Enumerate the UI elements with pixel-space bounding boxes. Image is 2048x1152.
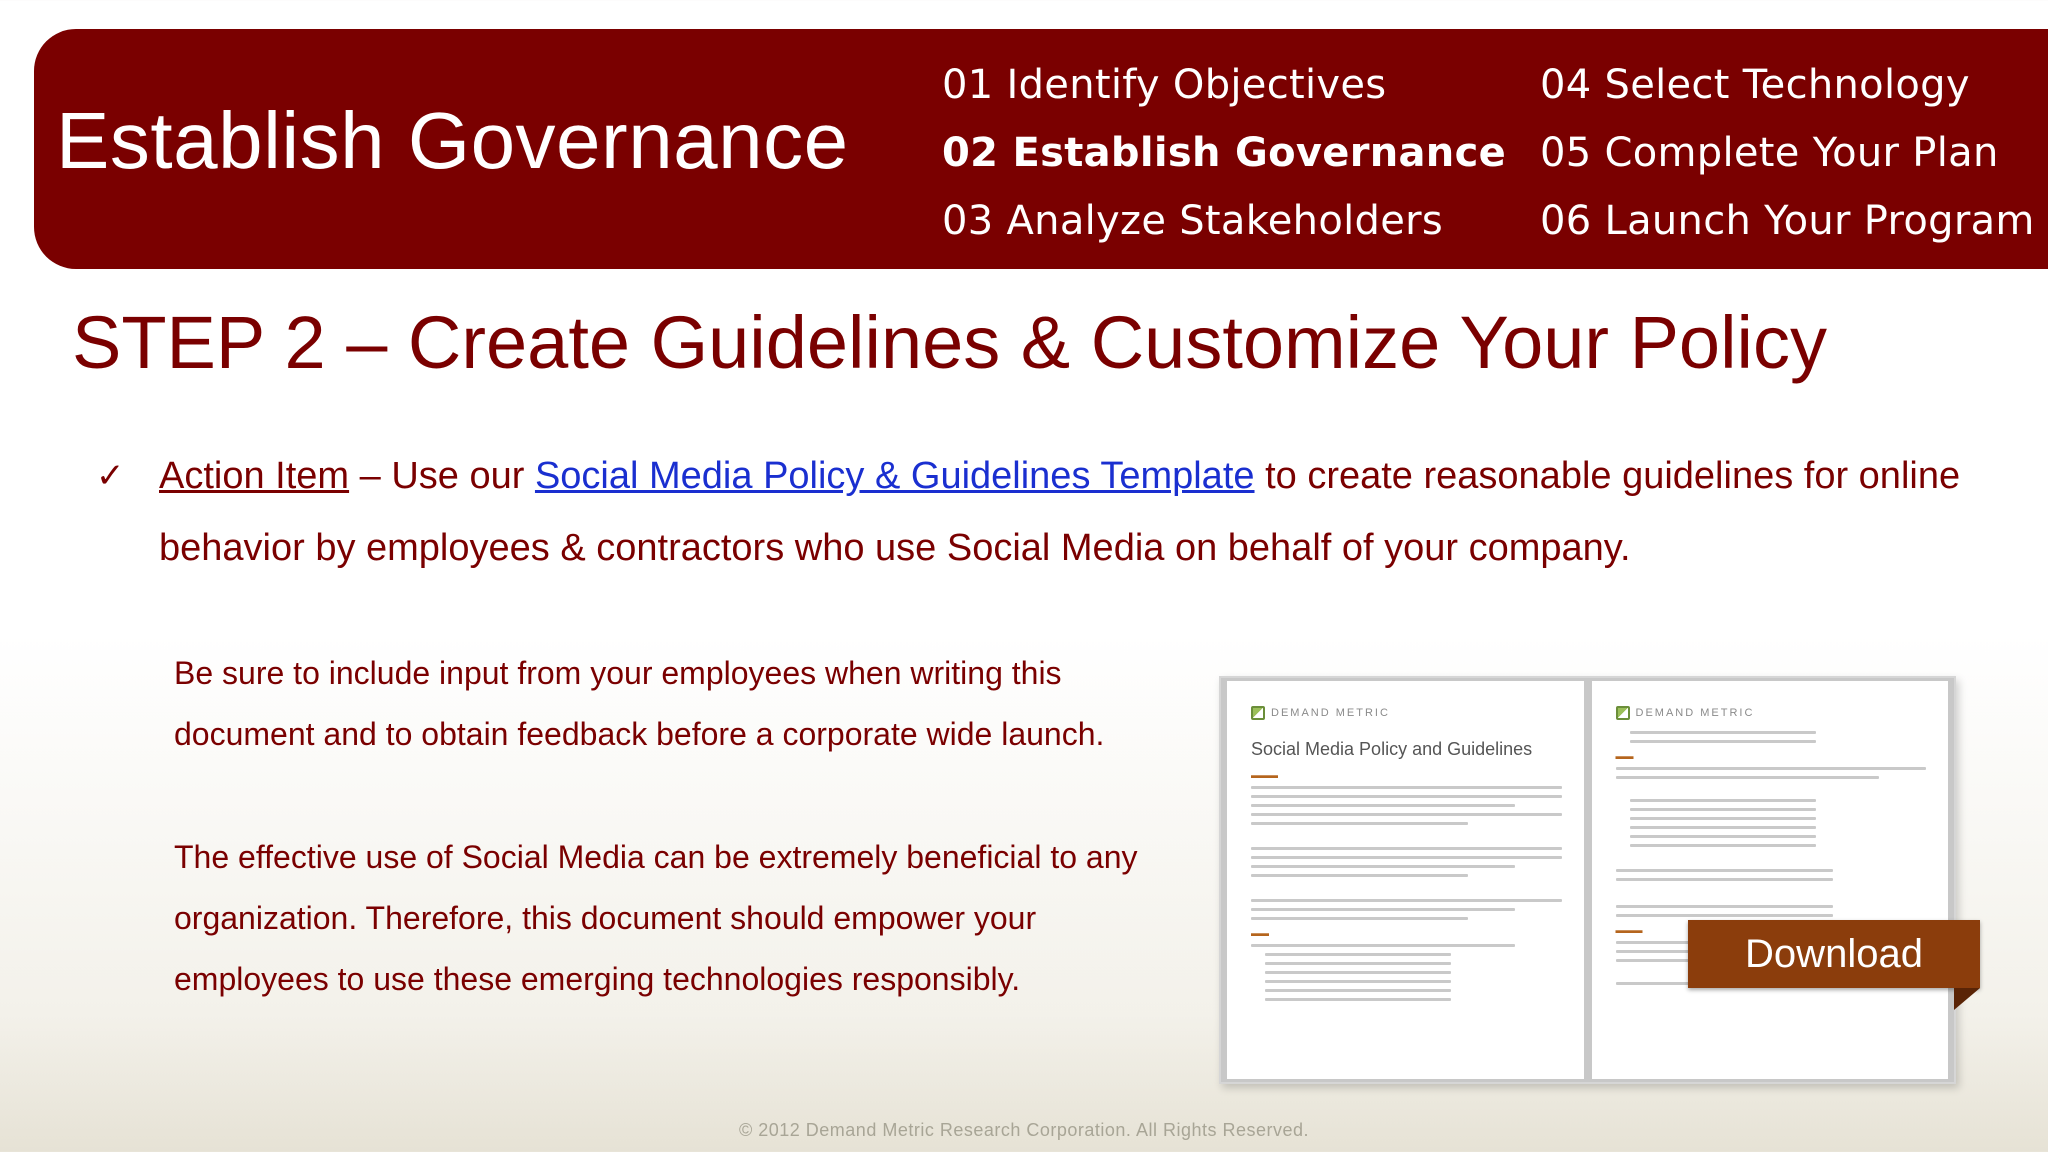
document-section-head: ▬▬: [1251, 928, 1269, 938]
text-line: [1630, 826, 1816, 829]
text-line: [1616, 767, 1927, 770]
document-section-head: ▬▬: [1615, 751, 1634, 761]
document-logo-text: DEMAND METRIC: [1271, 707, 1390, 719]
text-line: [1251, 908, 1515, 911]
step-nav-column-1: [942, 51, 1506, 255]
step-nav-item-05[interactable]: 05 Complete Your Plan: [1540, 130, 1999, 176]
text-line: [1630, 844, 1816, 847]
text-line: [1265, 962, 1451, 965]
text-line: [1251, 944, 1515, 947]
step-nav-item-04[interactable]: 04 Select Technology: [1540, 62, 1970, 108]
document-title: Social Media Policy and Guidelines: [1251, 739, 1533, 759]
text-line: [1265, 989, 1451, 992]
text-line: [1630, 817, 1816, 820]
document-logo: [1251, 701, 1562, 725]
text-line: [1630, 731, 1816, 734]
document-logo-text: DEMAND METRIC: [1635, 707, 1755, 719]
footer-suffix: All Rights Reserved.: [1131, 1120, 1310, 1140]
action-item-text: [159, 440, 1976, 584]
text-line: [1265, 953, 1451, 956]
section-title: Establish Governance: [56, 96, 849, 185]
footer-brand: Demand Metric Research Corporation.: [805, 1120, 1132, 1140]
paragraph-input: Be sure to include input from your employees when writing this document and to obtain feedback before a corporate wide launch.: [174, 655, 1105, 752]
document-page-1: [1227, 681, 1584, 1079]
text-line: [1251, 847, 1562, 850]
download-button-fold: [1954, 988, 1980, 1010]
text-line: [1630, 808, 1816, 811]
text-line: [1616, 914, 1833, 917]
text-line: [1251, 865, 1515, 868]
text-line: [1251, 786, 1562, 789]
text-line: [1616, 869, 1833, 872]
text-line: [1265, 980, 1451, 983]
footer-copyright: [0, 1120, 2048, 1141]
text-line: [1265, 971, 1451, 974]
document-preview: [1219, 676, 1956, 1084]
text-line: [1251, 813, 1562, 816]
document-section-head: ▬▬▬: [1615, 925, 1643, 935]
step-nav-item-02[interactable]: 02 Establish Governance: [942, 130, 1507, 176]
action-item: [96, 440, 1976, 584]
action-item-label: Action Item: [159, 455, 350, 497]
step-nav-column-2: [1540, 51, 2035, 255]
header-banner: [34, 29, 2048, 269]
text-line: [1251, 822, 1468, 825]
text-line: [1630, 835, 1816, 838]
text-line: [1616, 905, 1833, 908]
document-logo: [1616, 701, 1927, 725]
demand-metric-logo-icon: [1251, 706, 1265, 720]
action-item-post-link: to create reasonable guidelines for online behavior by employees & contractors who use Social Media on behalf of your company.: [159, 455, 1961, 569]
checkmark-icon: ✓: [96, 456, 125, 496]
document-page-2: [1592, 681, 1949, 1079]
text-line: [1630, 799, 1816, 802]
step-nav-item-03[interactable]: 03 Analyze Stakeholders: [942, 198, 1444, 244]
demand-metric-logo-icon: [1616, 706, 1630, 720]
text-line: [1251, 856, 1562, 859]
text-line: [1616, 878, 1833, 881]
text-line: [1265, 998, 1451, 1001]
template-link[interactable]: Social Media Policy & Guidelines Template: [534, 455, 1255, 497]
text-line: [1251, 795, 1562, 798]
text-line: [1251, 899, 1562, 902]
text-line: [1251, 917, 1468, 920]
text-line: [1251, 874, 1468, 877]
step-nav-item-01[interactable]: 01 Identify Objectives: [942, 62, 1387, 108]
download-button[interactable]: Download: [1688, 920, 1980, 988]
page-heading: STEP 2 – Create Guidelines & Customize Your Policy: [72, 301, 1827, 384]
footer-prefix: © 2012: [738, 1120, 806, 1140]
text-line: [1616, 776, 1880, 779]
step-nav-item-06[interactable]: 06 Launch Your Program: [1540, 198, 2035, 244]
text-line: [1251, 804, 1515, 807]
paragraph-benefits: The effective use of Social Media can be extremely beneficial to any organization. Therefore, this document should empower your employees to use these emerging technologies responsibly.: [174, 839, 1138, 997]
document-section-head: ▬▬▬: [1251, 770, 1278, 780]
action-item-pre-link: – Use our: [349, 455, 535, 497]
text-line: [1630, 740, 1816, 743]
